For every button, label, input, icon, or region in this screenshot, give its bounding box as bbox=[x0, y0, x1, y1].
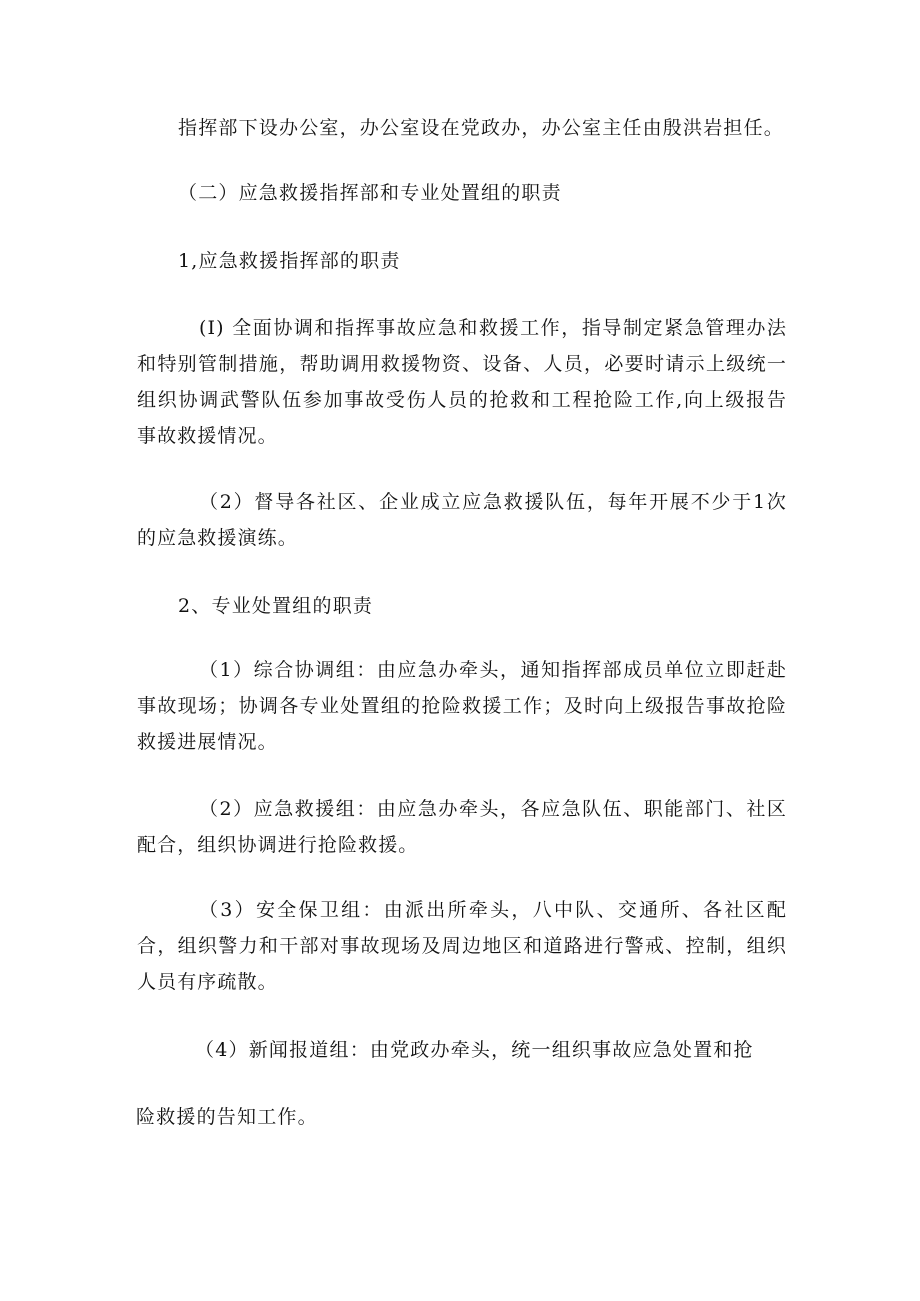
paragraph-news-group-line-2: 险救援的告知工作。 bbox=[136, 1106, 318, 1128]
subheading-command-duties: 1,应急救援指挥部的职责 bbox=[178, 250, 401, 272]
section-heading-responsibilities: （二）应急救援指挥部和专业处置组的职责 bbox=[178, 182, 562, 204]
paragraph-command-duty-2: （2）督导各社区、企业成立应急救援队伍，每年开展不少于1次的应急救援演练。 bbox=[137, 491, 787, 549]
paragraph-command-duty-1: (I) 全面协调和指挥事故应急和救援工作，指导制定紧急管理办法和特别管制措施，帮助调用救援物资、设备、人员，必要时请示上级统一组织协调武警队伍参加事故受伤人员的抢救和工程抢险工作,向上级报告事故救援情况。 bbox=[137, 317, 787, 447]
paragraph-news-group-line-1: （4）新闻报道组：由党政办牵头，统一组织事故应急处置和抢 bbox=[195, 1039, 754, 1061]
paragraph-security-group: （3）安全保卫组：由派出所牵头，八中队、交通所、各社区配合，组织警力和干部对事故现场及周边地区和道路进行警戒、控制，组织人员有序疏散。 bbox=[137, 899, 787, 993]
paragraph-coordination-group: （1）综合协调组：由应急办牵头，通知指挥部成员单位立即赶赴事故现场；协调各专业处置组的抢险救援工作；及时向上级报告事故抢险救援进展情况。 bbox=[137, 659, 787, 753]
subheading-group-duties: 2、专业处置组的职责 bbox=[178, 595, 374, 617]
paragraph-rescue-group: （2）应急救援组：由应急办牵头，各应急队伍、职能部门、社区配合，组织协调进行抢险救援。 bbox=[137, 798, 787, 856]
paragraph-office-setup: 指挥部下设办公室，办公室设在党政办，办公室主任由殷洪岩担任。 bbox=[178, 117, 785, 139]
